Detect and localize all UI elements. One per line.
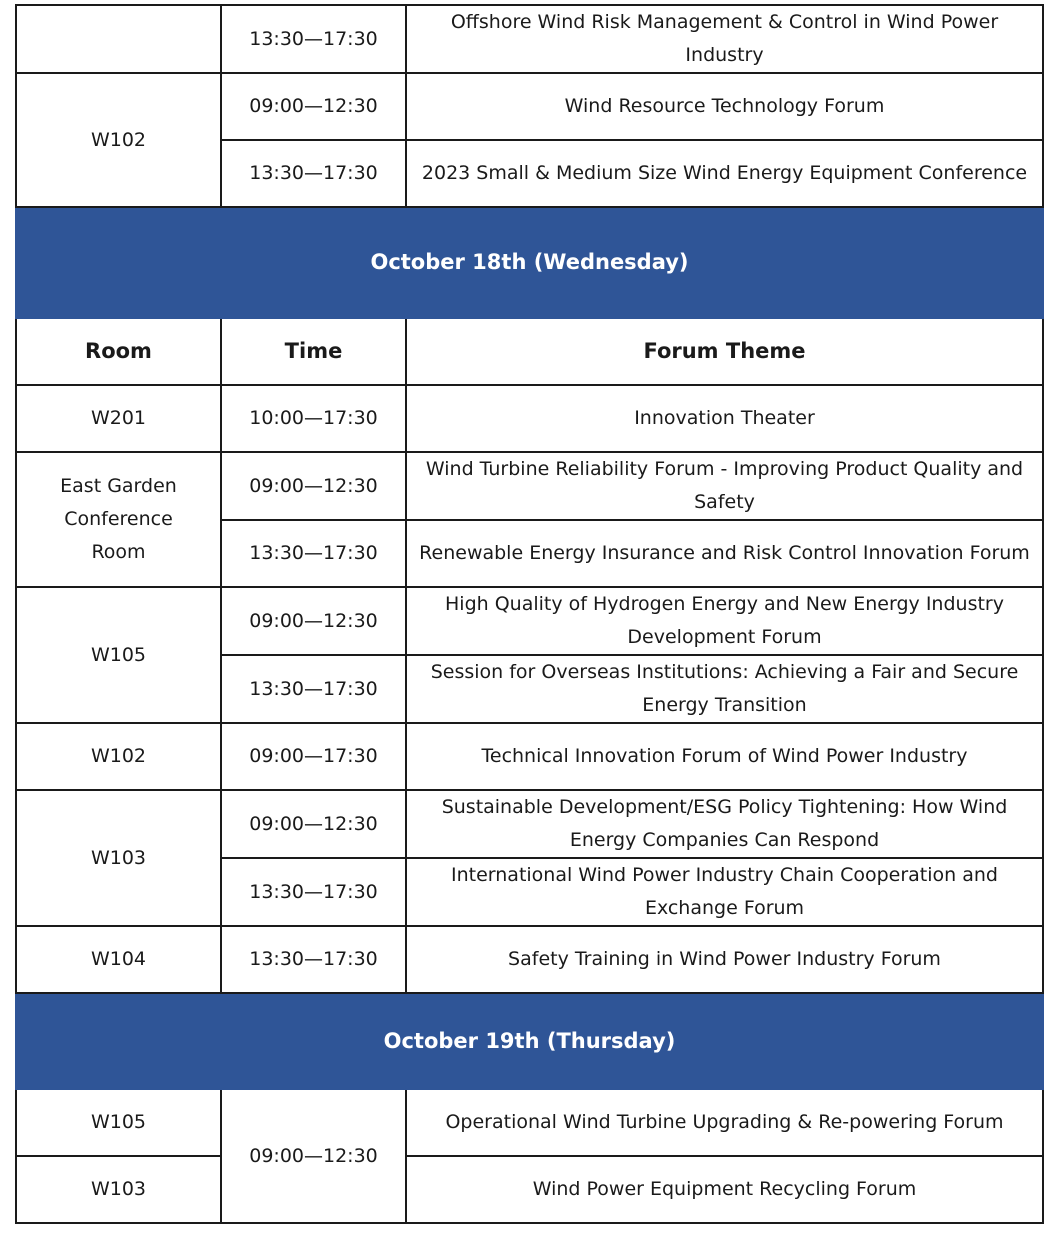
theme-cell: Innovation Theater <box>406 385 1043 452</box>
theme-cell: Sustainable Development/ESG Policy Tightening: How Wind Energy Companies Can Respond <box>406 790 1043 858</box>
room-cell: W201 <box>16 385 221 452</box>
room-cell: East Garden Conference Room <box>16 452 221 587</box>
theme-cell: International Wind Power Industry Chain Cooperation and Exchange Forum <box>406 858 1043 926</box>
time-cell: 09:00—17:30 <box>221 723 406 790</box>
table-row <box>16 587 1043 655</box>
theme-cell: Operational Wind Turbine Upgrading & Re-powering Forum <box>406 1089 1043 1156</box>
theme-cell: Renewable Energy Insurance and Risk Control Innovation Forum <box>406 520 1043 587</box>
time-cell: 13:30—17:30 <box>221 140 406 207</box>
theme-cell: Offshore Wind Risk Management & Control in Wind Power Industry <box>406 5 1043 73</box>
theme-header: Forum Theme <box>406 318 1043 385</box>
table-row <box>16 452 1043 520</box>
time-cell: 13:30—17:30 <box>221 655 406 723</box>
room-cell: W105 <box>16 1089 221 1156</box>
table-row <box>16 1156 1043 1223</box>
table-row <box>16 723 1043 790</box>
time-cell: 09:00—12:30 <box>221 587 406 655</box>
room-cell: W103 <box>16 790 221 926</box>
time-cell: 09:00—12:30 <box>221 452 406 520</box>
room-cell: W103 <box>16 1156 221 1223</box>
table-row <box>16 5 1043 73</box>
theme-cell: Wind Resource Technology Forum <box>406 73 1043 140</box>
table-row <box>16 73 1043 140</box>
theme-cell: Technical Innovation Forum of Wind Power Industry <box>406 723 1043 790</box>
theme-cell: High Quality of Hydrogen Energy and New Energy Industry Development Forum <box>406 587 1043 655</box>
table-row <box>16 1089 1043 1156</box>
time-cell: 09:00—12:30 <box>221 1089 406 1223</box>
time-cell: 13:30—17:30 <box>221 926 406 993</box>
forum-schedule-table <box>15 4 1044 1224</box>
room-cell <box>16 5 221 73</box>
room-cell: W102 <box>16 73 221 207</box>
room-cell: W105 <box>16 587 221 723</box>
day-header-row <box>16 207 1043 318</box>
time-cell: 10:00—17:30 <box>221 385 406 452</box>
day-title-oct18: October 18th (Wednesday) <box>16 207 1043 318</box>
theme-cell: Session for Overseas Institutions: Achieving a Fair and Secure Energy Transition <box>406 655 1043 723</box>
day-header-row <box>16 993 1043 1089</box>
time-cell: 13:30—17:30 <box>221 520 406 587</box>
room-cell: W102 <box>16 723 221 790</box>
time-cell: 09:00—12:30 <box>221 73 406 140</box>
column-header-row <box>16 318 1043 385</box>
room-header: Room <box>16 318 221 385</box>
table-row <box>16 790 1043 858</box>
theme-cell: Safety Training in Wind Power Industry Forum <box>406 926 1043 993</box>
table-row <box>16 385 1043 452</box>
time-cell: 13:30—17:30 <box>221 5 406 73</box>
time-cell: 13:30—17:30 <box>221 858 406 926</box>
theme-cell: Wind Turbine Reliability Forum - Improving Product Quality and Safety <box>406 452 1043 520</box>
theme-cell: 2023 Small & Medium Size Wind Energy Equipment Conference <box>406 140 1043 207</box>
time-header: Time <box>221 318 406 385</box>
day-title-oct19: October 19th (Thursday) <box>16 993 1043 1089</box>
room-cell: W104 <box>16 926 221 993</box>
time-cell: 09:00—12:30 <box>221 790 406 858</box>
table-row <box>16 926 1043 993</box>
theme-cell: Wind Power Equipment Recycling Forum <box>406 1156 1043 1223</box>
